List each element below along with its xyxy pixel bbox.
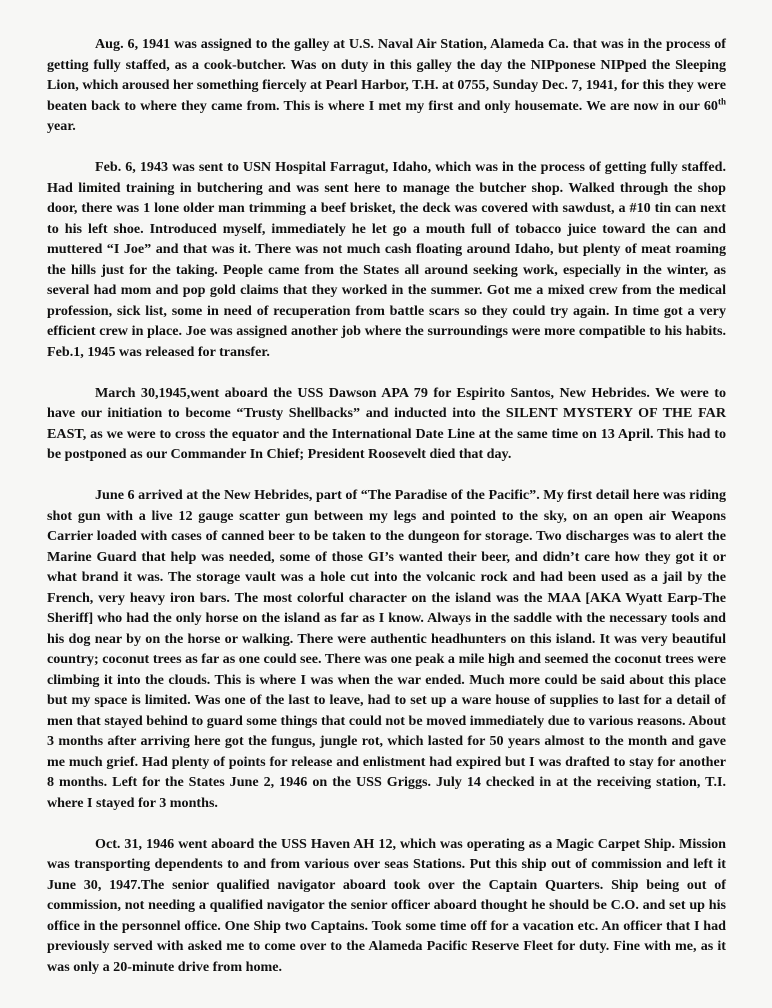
paragraph-alameda-1941 bbox=[47, 34, 726, 137]
paragraph-dawson-1945: March 30,1945,went aboard the USS Dawson APA 79 for Espirito Santos, New Hebrides. We were to have our initiation to become “Trusty Shellbacks” and inducted into the SILENT MYSTERY OF THE FAR EAST, as we were to cross the equator and the International Date Line at the same time on 13 April. This had to be postponed as our Commander In Chief; President Roosevelt died that day. bbox=[47, 384, 726, 462]
ordinal-superscript: th bbox=[717, 95, 726, 106]
paragraph-alameda-text: Aug. 6, 1941 was assigned to the galley at U.S. Naval Air Station, Alameda Ca. that was in the process of getting fully staffed, as a cook-butcher. Was on duty in this galley the day the NIPponese NIPped the Sleeping Lion, which aroused her something fiercely at Pearl Harbor, T.H. at 0755, Sunday Dec. 7, 1941, for this they were beaten back to where they came from. This is where I met my first and only housemate. We are now in our 60 bbox=[47, 36, 726, 114]
paragraph-farragut-1943: Feb. 6, 1943 was sent to USN Hospital Farragut, Idaho, which was in the process of getting fully staffed. Had limited training in butchering and was sent here to manage the butcher shop. Walked through the shop door, there was 1 lone older man trimming a beef brisket, the deck was covered with sawdust, a #10 tin can next to his left shoe. Introduced myself, immediately he let go a mouth full of tobacco juice toward the can and muttered “I Joe” and that was it. There was not much cash floating around Idaho, but plenty of meat roaming the hills just for the taking. People came from the States all around seeking work, especially in the winter, as several had mom and pop gold claims that they worked in the summer. Got me a mixed crew from the medical profession, sick list, some in need of recuperation from battle scars so they could try again. In time got a very efficient crew in place. Joe was assigned another job where the surroundings were more compatible to his habits. Feb.1, 1945 was released for transfer. bbox=[47, 159, 726, 360]
paragraph-alameda-tail: year. bbox=[47, 118, 76, 134]
paragraph-haven-1946: Oct. 31, 1946 went aboard the USS Haven AH 12, which was operating as a Magic Carpet Ship. Mission was transporting dependents to and from various over seas Stations. Put this ship out of commission and left it June 30, 1947.The senior qualified navigator aboard took over the Captain Quarters. Ship being out of commission, not needing a qualified navigator the senior officer aboard thought he should be C.O. and set up his office in the personnel office. One Ship two Captains. Took some time off for a vacation etc. An officer that I had previously served with asked me to come over to the Alameda Pacific Reserve Fleet for duty. Fine with me, as it was only a 20-minute drive from home. bbox=[47, 835, 726, 975]
paragraph-new-hebrides: June 6 arrived at the New Hebrides, part of “The Paradise of the Pacific”. My first detail here was riding shot gun with a live 12 gauge scatter gun between my legs and pointed to the sky, on an open air Weapons Carrier loaded with cases of canned beer to be taken to the dungeon for storage. Two discharges was to alert the Marine Guard that help was needed, some of those GI’s wanted their beer, and didn’t care how they got it or what brand it was. The storage vault was a hole cut into the volcanic rock and had been used as a jail by the French, very heavy iron bars. The most colorful character on the island was the MAA [AKA Wyatt Earp-The Sheriff] who had the only horse on the island as far as I know. Always in the saddle with the necessary tools and his dog near by on the horse or walking. There were authentic headhunters on this island. It was very beautiful country; coconut trees as far as one could see. There was one peak a mile high and seemed the coconut trees were climbing it into the clouds. This is where I was when the war ended. Much more could be said about this place but my space is limited. Was one of the last to leave, had to set up a ware house of supplies to last for a detail of men that stayed behind to guard some things that could not be moved immediately due to various reasons. About 3 months after arriving here got the fungus, jungle rot, which lasted for 50 years almost to the month and gave me much grief. Had plenty of points for release and enlistment had expired but I was drafted to stay for another 8 months. Left for the States June 2, 1946 on the USS Griggs. July 14 checked in at the receiving station, T.I. where I stayed for 3 months. bbox=[47, 487, 726, 811]
